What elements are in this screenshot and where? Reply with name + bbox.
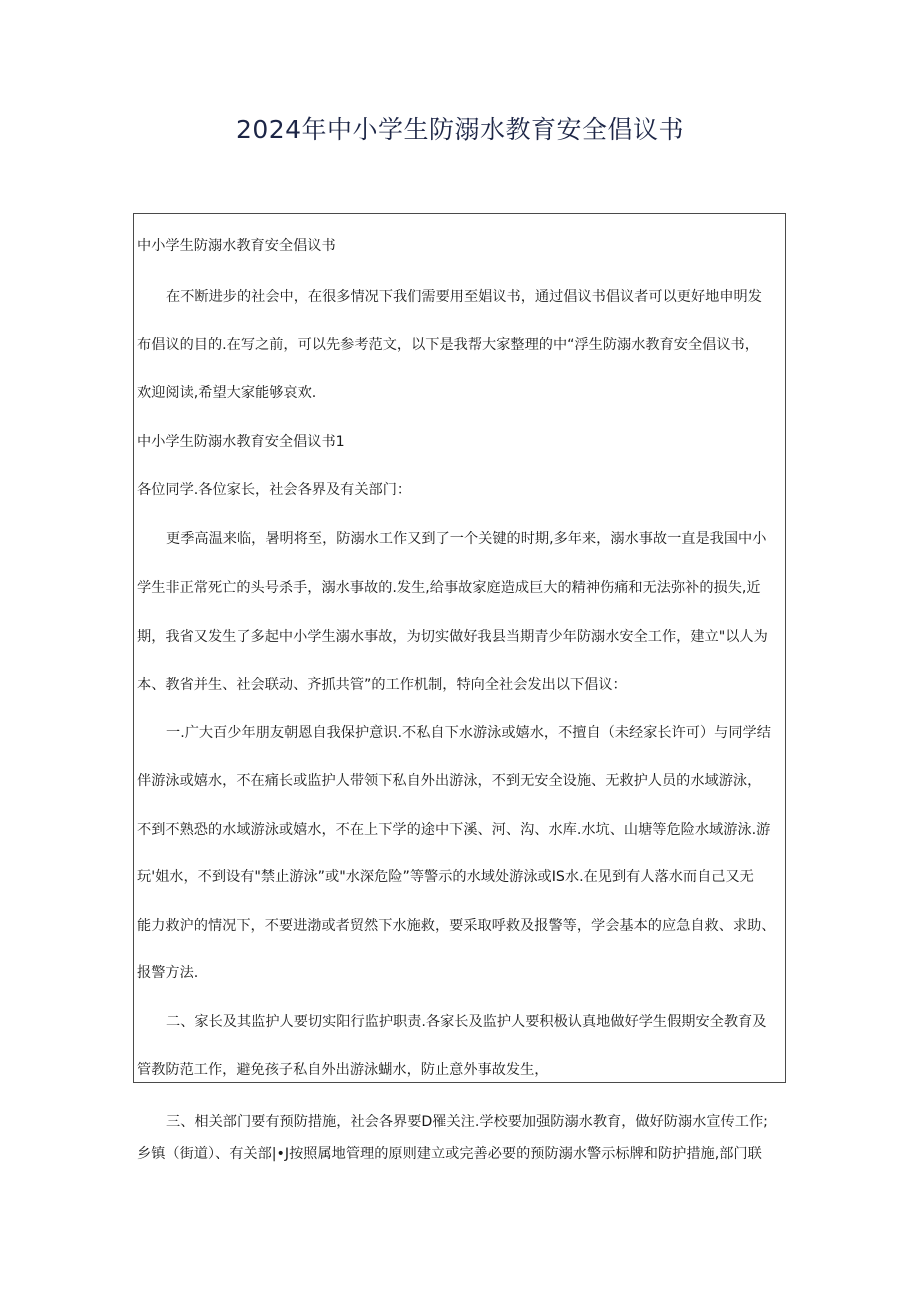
- para1-line-2: 学生非正常死亡的头号杀手，溺水事故的.发生,给事故家庭造成巨大的精神伤痛和无法弥补的损失,近: [137, 580, 761, 596]
- para1-line-4: 本、教省并生、社会联动、齐抓共管”的工作机制，特向全社会发出以下倡议：: [137, 677, 627, 693]
- page-title: 2024年中小学生防溺水教育安全倡议书: [235, 115, 685, 144]
- item1-line-6: 报警方法.: [137, 965, 199, 981]
- item3-line-1: 三、相关部门要有预防措施，社会各界要D罹关注.学校要加强防溺水教育，做好防溺水宣传工作;: [166, 1114, 768, 1130]
- intro-line-3: 欢迎阅读,希望大家能够哀欢.: [137, 385, 317, 401]
- intro-line-1: 在不断进步的社会中，在很多情况下我们需要用至娼议书，通过倡议书倡议者可以更好地申明发: [166, 289, 762, 305]
- para1-line-3: 期，我省又发生了多起中小学生溺水事故，为切实做好我县当期青少年防溺水安全工作，建立"以人为: [137, 629, 768, 645]
- item1-line-1: 一.广大百少年朋友朝恩自我保护意识.不私自下水游泳或嬉水，不擅自（未经家长许可）与同学结: [166, 725, 771, 741]
- salutation: 各位同学.各位家长，社会各界及有关部门：: [137, 482, 412, 498]
- box-subtitle: 中小学生防溺水教育安全倡议书: [137, 238, 336, 254]
- para1-line-1: 更季高温来临，暑明将至，防溺水工作又到了一个关键的时期,多年来，溺水事故一直是我国中小: [166, 531, 767, 547]
- item2-line-2: 管教防范工作，避免孩子私自外出游泳蝴水，防止意外事故发生，: [137, 1062, 549, 1078]
- item1-line-3: 不到不熟恐的水域游泳或嬉水，不在上下学的途中下溪、河、沟、水库.水坑、山塘等危险水域游泳.游: [137, 822, 771, 838]
- item1-line-5: 能力救沪的情况下，不要进渤或者贸然下水施救，要采取呼救及报警等，学会基本的应急自救、求助、: [137, 918, 776, 934]
- item1-line-4: 玩'姐水，不到设有"禁止游泳”或"水深危险”等警示的水域处游泳或IS水.在见到有人落水而自己又无: [137, 869, 754, 885]
- item1-line-2: 伴游泳或嬉水，不在痛长或监护人带领下私自外出游泳，不到无安全设施、无救护人员的水域游泳，: [137, 773, 762, 789]
- section-heading-1: 中小学生防溺水教育安全倡议书1: [137, 434, 345, 450]
- item3-line-2: 乡镇（街道）、有关部|•J按照属地管理的原则建立或完善必要的预防溺水警示标牌和防护措施,部门联: [137, 1146, 762, 1162]
- item2-line-1: 二、家长及其监护人要切实阳行监护职责.各家长及监护人要积极认真地做好学生假期安全教育及: [166, 1014, 767, 1030]
- intro-line-2: 布倡议的目的.在写之前，可以先参考范文，以下是我帮大家整理的中“浮生防溺水教育安全倡议书，: [137, 337, 759, 353]
